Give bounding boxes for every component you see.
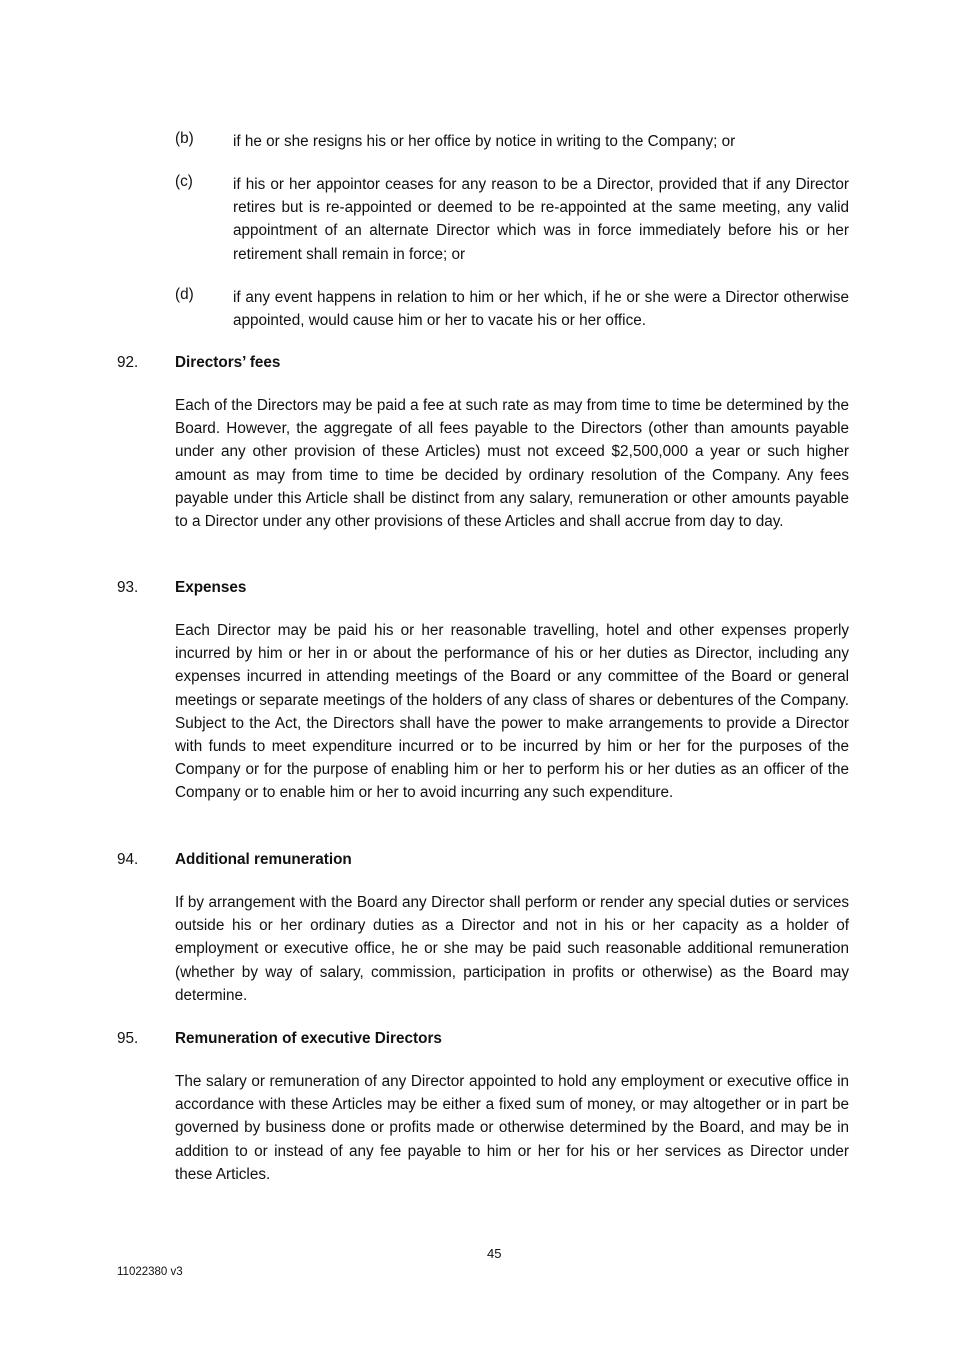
section-body-92: Each of the Directors may be paid a fee at such rate as may from time to time be determined by the Board. However, the aggregate of all fees payable to the Directors (other than amounts payable under any other provision of these Articles) must not exceed $2,500,000 a year or such higher amount as may from time to time be decided by ordinary resolution of the Company. Any fees payable under this Article shall be distinct from any salary, remuneration or other amounts payable to a Director under any other provisions of these Articles and shall accrue from day to day. bbox=[175, 397, 849, 531]
list-text: if he or she resigns his or her office by notice in writing to the Company; or bbox=[233, 133, 736, 150]
list-marker: (b) bbox=[175, 130, 194, 147]
section-number: 95. bbox=[117, 1030, 139, 1047]
list-marker: (c) bbox=[175, 173, 193, 190]
list-text: if his or her appointor ceases for any reason to be a Director, provided that if any Director retires but is re-appointed or deemed to be re-appointed at the same meeting, any valid appointment of an alternate Director which was in force immediately before his or her retirement shall remain in force; or bbox=[233, 176, 849, 263]
section-number: 93. bbox=[117, 579, 139, 596]
section-number: 92. bbox=[117, 354, 139, 371]
section-body-95: The salary or remuneration of any Director appointed to hold any employment or executive office in accordance with these Articles may be either a fixed sum of money, or may altogether or in part be governed by business done or profits made or otherwise determined by the Board, and may be in addition to or instead of any fee payable to him or her for his or her services as Director under these Articles. bbox=[175, 1073, 849, 1183]
section-body-93: Each Director may be paid his or her reasonable travelling, hotel and other expenses properly incurred by him or her in or about the performance of his or her duties as Director, including any expenses incurred in attending meetings of the Board or any committee of the Board or general meetings or separate meetings of the holders of any class of shares or debentures of the Company. Subject to the Act, the Directors shall have the power to make arrangements to provide a Director with funds to meet expenditure incurred or to be incurred by him or her for the purposes of the Company or for the purpose of enabling him or her to perform his or her duties as an officer of the Company or to enable him or her to avoid incurring any such expenditure. bbox=[175, 622, 849, 802]
document-reference: 11022380 v3 bbox=[117, 1266, 183, 1278]
section-title: Directors’ fees bbox=[175, 354, 281, 371]
section-title: Expenses bbox=[175, 579, 247, 596]
section-body-94: If by arrangement with the Board any Director shall perform or render any special duties or services outside his or her ordinary duties as a Director and not in his or her capacity as a holder of employment or executive office, he or she may be paid such reasonable additional remuneration (whether by way of salary, commission, participation in profits or otherwise) as the Board may determine. bbox=[175, 894, 849, 1004]
list-marker: (d) bbox=[175, 286, 194, 303]
list-text: if any event happens in relation to him or her which, if he or she were a Director otherwise appointed, would cause him or her to vacate his or her office. bbox=[233, 289, 849, 330]
section-number: 94. bbox=[117, 851, 139, 868]
page-number: 45 bbox=[487, 1246, 502, 1261]
section-title: Additional remuneration bbox=[175, 851, 352, 868]
section-title: Remuneration of executive Directors bbox=[175, 1030, 442, 1047]
